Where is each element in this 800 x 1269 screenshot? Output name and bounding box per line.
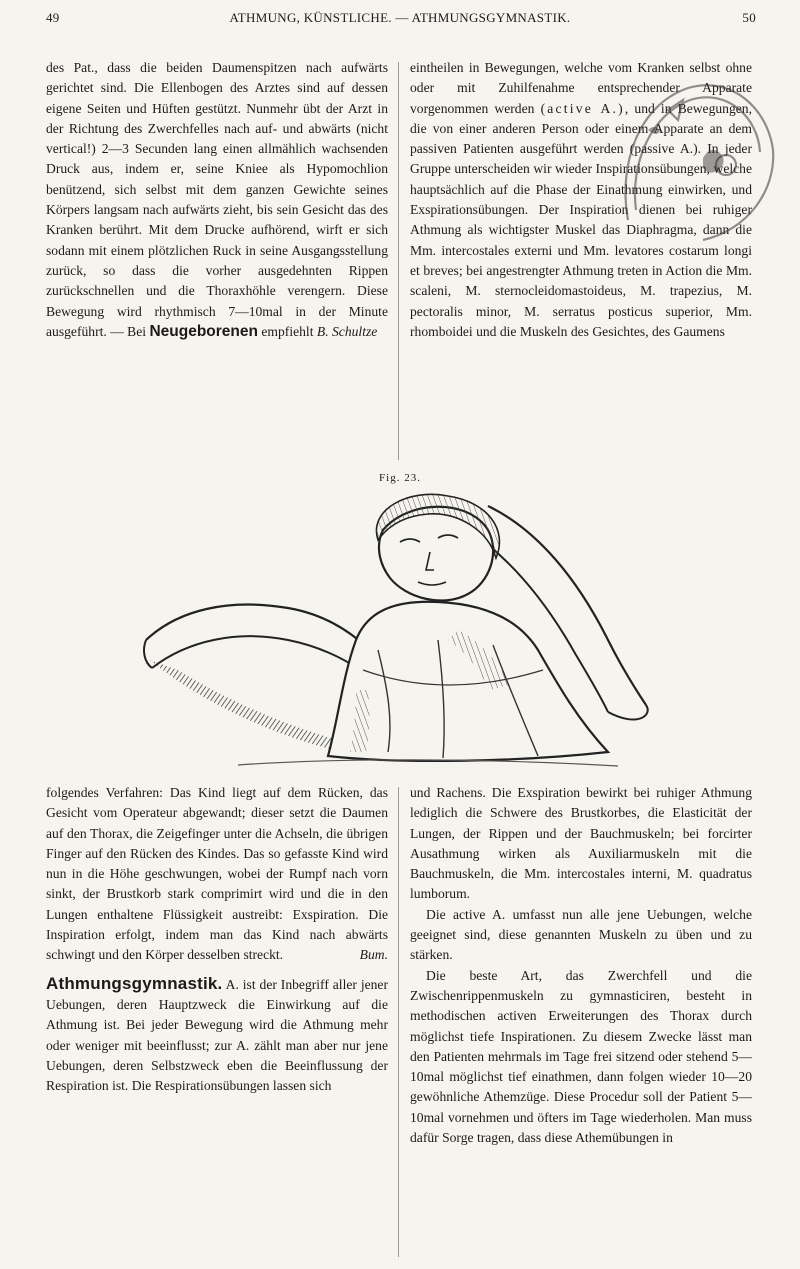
text-groups-body: , und in Bewegungen, die von einer anderen Person oder einem Apparate an dem passiven Patienten ausgeführt werden (passive A.). In jeder Gruppe unterscheiden wir wieder Inspirationsübungen, welche hauptsächlich auf die Phase der Einathmung einwirken, und Exspirationsübungen. Der Inspiration dienen bei ruhiger Athmung als wichtigster Muskel das Diaphragma, dann die Mm. intercostales externi und Mm. levatores costarum longi et breves; bei angestrengter Athmung treten in Action die Mm. scaleni, M. sternocleidomastoideus, M. trapezius, M. pectoralis minor, M. serratus posticus superior, Mm. rhomboidei und die Muskeln des Gesichtes, des Gaumens bbox=[410, 100, 752, 339]
text-dash: — Bei bbox=[110, 323, 147, 339]
paragraph-active-exercises: Die active A. umfasst nun alle jene Uebungen, welche geeignet sind, diese genannten Muskeln zu üben und zu stärken. bbox=[410, 906, 752, 963]
running-title: ATHMUNG, KÜNSTLICHE. — ATHMUNGSGYMNASTIK. bbox=[229, 10, 571, 25]
column-divider-bottom bbox=[398, 787, 399, 1257]
text-recommends: empfiehlt bbox=[261, 323, 314, 339]
paragraph-best-method: Die beste Art, das Zwerchfell und die Zwischenrippenmuskeln zu gymnasticiren, besteht in methodischen activen Erweiterungen des Thorax durch möglichst tiefe Inspirationen. Zu diesem Zwecke lässt man den Patienten mehrmals im Tage frei sitzend oder stehend 5—10mal möglichst tief einathmen, dann folgen wieder 10—20 gewöhnliche Athemzüge. Diese Procedur soll der Patient 5—10mal vornehmen und öfters im Tage wiederholen. Man muss dafür Sorge tragen, dass diese Athemübungen in bbox=[410, 967, 752, 1146]
column-divider-top bbox=[398, 62, 399, 460]
text-athmungsgymnastik: A. ist der Inbegriff aller jener Uebungen, deren Hauptzweck die Einwirkung auf die Athmung ist. Bei jeder Bewegung wird die Athmung mehr oder weniger mit beeinflusst; zur A. zählt man aber nur jene Uebungen, deren Selbstzweck eben die Beeinflussung der Respiration ist. Die Respirationsübungen lassen sich bbox=[46, 976, 388, 1094]
text-procedure: folgendes Verfahren: Das Kind liegt auf dem Rücken, das Gesicht vom Operateur abgewandt; dieser setzt die Daumen auf den Thorax, die Zeigefinger unter die Achseln, die übrigen Finger auf den Rücken des Kindes. Das so gefasste Kind wird nun in die Höhe geschwungen, wobei der Rumpf nach vorn sinkt, der Brustkorb stark comprimirt wird und die in den Lungen enthaltene Flüssigkeit austreibt: Exspiration. Die Inspiration erfolgt, indem man das Kind nach abwärts schwingt und den Körper desselben streckt. bbox=[46, 785, 388, 963]
library-stamp-icon bbox=[608, 70, 778, 245]
term-neugeborenen: Neugeborenen bbox=[149, 322, 258, 340]
entry-heading-athmungsgymnastik: Athmungsgymnastik. bbox=[46, 973, 223, 993]
paragraph-artificial-respiration bbox=[46, 58, 388, 342]
paragraph-athmungsgymnastik bbox=[46, 974, 388, 1097]
paragraph-procedure bbox=[46, 783, 388, 966]
paragraph-exspiration: und Rachens. Die Exspiration bewirkt bei ruhiger Athmung lediglich die Schwere des Brustkorbes, die Elasticität der Lungen, der Rippen und der Bauchmuskeln; bei forcirter Ausathmung wirken als Auxiliarmuskeln mit die Bauchmuskeln, die Mm. intercostales interni, M. quadratus lumborum. bbox=[410, 785, 752, 902]
gymnastics-illustration-icon bbox=[138, 490, 660, 772]
author-reference: B. Schultze bbox=[316, 323, 378, 339]
figure-label: Fig. 23. bbox=[379, 472, 421, 484]
text-method-description: des Pat., dass die beiden Daumenspitzen nach aufwärts gerichtet sind. Die Ellenbogen des Arztes sind auf dessen eigene Seiten und Hüften gestützt. Nunmehr übt der Arzt in der Richtung des Zwerchfelles nach auf- und abwärts (nicht vertical!) 2—3 Secunden lang einen allmählich wachsenden Druck aus, indem er, seine Kniee als Hypomochlion benützend, sich selbst mit dem ganzen Gewichte seines Körpers langsam nach aufwärts zieht, bis sein Gesicht das des Kranken berührt. Mit dem Drucke aufhörend, wirft er sich sodann mit einem plötzlichen Ruck in seine Ausgangsstellung zurück, so dass die vorher ausgedehnten Rippen zurückschnellen und die Thoraxhöhle verengern. Diese Bewegung wird rhythmisch 7—10mal in der Minute ausgeführt. bbox=[46, 60, 388, 339]
right-column-bottom bbox=[410, 783, 752, 1148]
left-column-top bbox=[46, 58, 388, 342]
term-active: (active A.) bbox=[540, 100, 625, 116]
page-number-right: 50 bbox=[742, 10, 756, 25]
left-column-bottom bbox=[46, 783, 388, 1096]
signature-bum: Bum. bbox=[359, 947, 388, 963]
text-groups-intro: eintheilen in Bewegungen, welche vom Kranken selbst ohne oder mit Zuhilfenahme entsprechender Apparate vorgenommen werden bbox=[410, 60, 752, 116]
running-header bbox=[0, 6, 800, 28]
page-number-left: 49 bbox=[46, 10, 60, 25]
